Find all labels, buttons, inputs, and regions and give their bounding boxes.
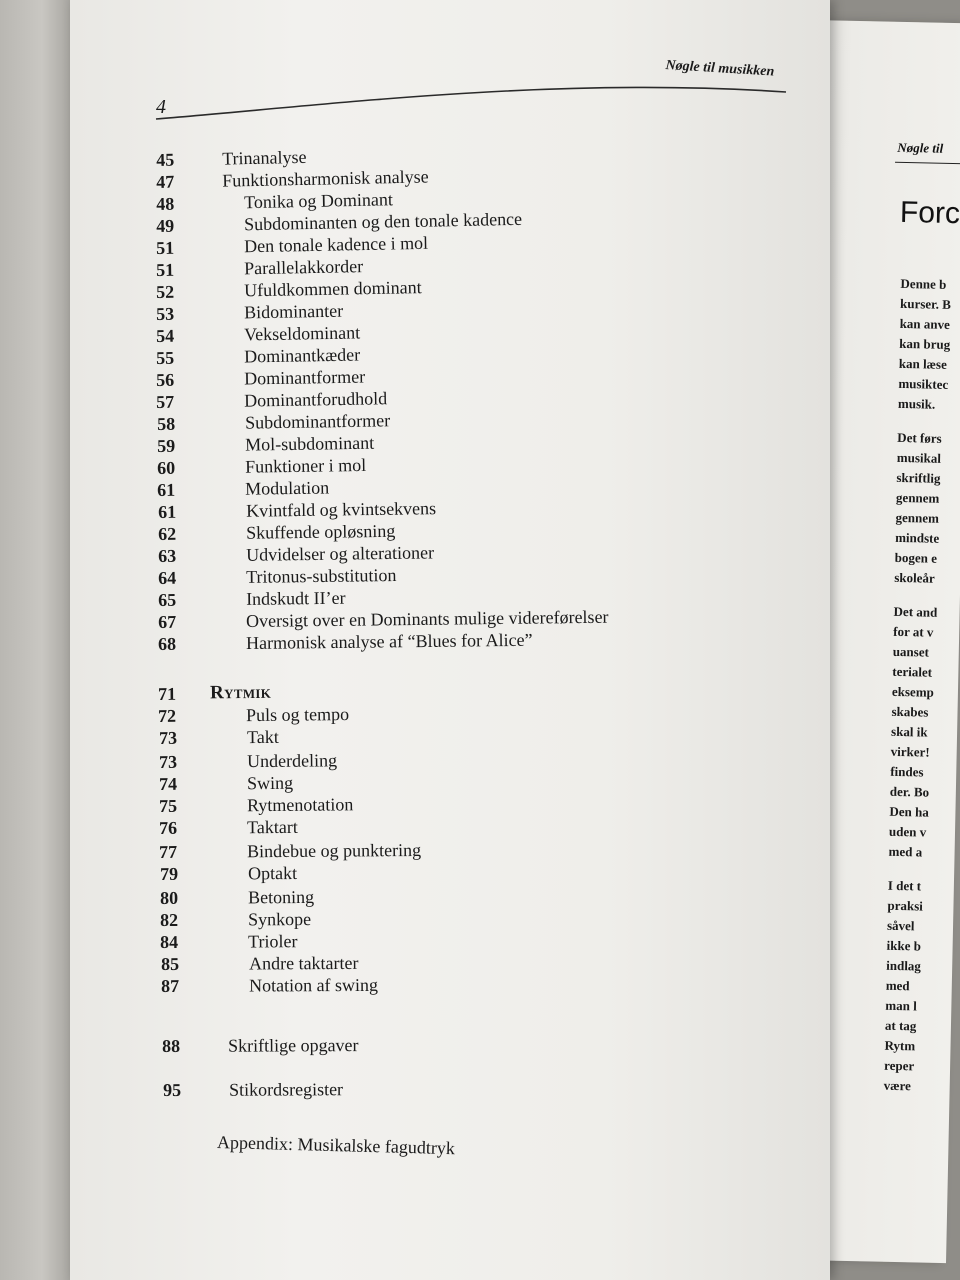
right-paragraph-line: virker!: [890, 743, 930, 760]
right-paragraph-line: skoleår: [894, 569, 935, 586]
toc-page-number: 79: [160, 863, 179, 884]
toc-title: Tonika og Dominant: [243, 189, 394, 213]
toc-page-number: 59: [157, 435, 176, 456]
toc-page-number: 58: [157, 413, 176, 434]
toc-title: Vekseldominant: [243, 322, 361, 345]
right-paragraph-line: skriftlig: [896, 469, 941, 486]
toc-page-number: 57: [156, 391, 175, 412]
toc-title: Bindebue og punktering: [246, 839, 422, 862]
right-paragraph: [894, 428, 960, 589]
appendix-line: Appendix: Musikalske fagudtryk: [216, 1132, 456, 1159]
toc-title: Dominantforudhold: [243, 388, 388, 411]
toc-title: Dominantkæder: [243, 344, 361, 367]
toc-title: Tritonus-substitution: [245, 564, 397, 587]
toc-page-number: 63: [158, 545, 177, 566]
toc-page-number: 71: [158, 683, 177, 704]
toc-title: Andre taktarter: [248, 952, 359, 974]
toc-title: Notation af swing: [248, 974, 379, 996]
toc-title: Rytmik: [209, 681, 272, 704]
toc-title: Indskudt II’er: [245, 587, 346, 609]
right-paragraph-line: musiktec: [898, 375, 949, 392]
toc-page-number: 95: [163, 1079, 182, 1100]
right-paragraph: [898, 274, 960, 415]
right-paragraph-line: være: [883, 1077, 912, 1094]
right-paragraph-line: gennem: [895, 489, 940, 506]
right-paragraph-line: Den ha: [889, 803, 929, 820]
right-paragraph-line: findes: [890, 763, 924, 780]
toc-title: Puls og tempo: [245, 703, 350, 726]
right-paragraph-line: ikke b: [886, 937, 922, 954]
toc-title: Bidominanter: [243, 300, 344, 323]
right-paragraph-line: Det førs: [897, 429, 942, 446]
running-head: Nøgle til musikken: [665, 58, 775, 80]
right-paragraph-line: skabes: [891, 703, 929, 720]
right-paragraph-line: terialet: [892, 663, 933, 680]
right-paragraph-line: såvel: [886, 917, 915, 934]
toc-page-number: 76: [159, 817, 178, 838]
right-paragraph-line: eksemp: [891, 683, 934, 700]
toc-title: Funktionsharmonisk analyse: [221, 166, 429, 191]
toc-title: Betoning: [247, 886, 315, 908]
toc-title: Swing: [246, 772, 294, 794]
toc-page-number: 51: [156, 259, 175, 280]
right-paragraph-line: praksi: [887, 897, 924, 914]
right-paragraph-line: bogen e: [894, 549, 938, 566]
toc-title: Taktart: [246, 816, 298, 838]
toc-page-number: 61: [157, 479, 176, 500]
toc-title: Ufuldkommen dominant: [243, 277, 422, 301]
toc-page-number: 85: [161, 953, 180, 974]
right-paragraph-line: I det t: [887, 877, 922, 894]
toc-page-number: 80: [160, 887, 179, 908]
toc-page-number: 61: [158, 501, 177, 522]
toc-title: Udvidelser og alterationer: [245, 542, 435, 565]
toc-title: Stikordsregister: [228, 1079, 344, 1100]
right-paragraph-line: der. Bo: [889, 783, 930, 800]
right-paragraph-line: kan anve: [899, 315, 951, 332]
toc-title: Subdominantformer: [244, 410, 391, 433]
right-paragraph-line: med a: [888, 843, 923, 860]
toc-title: Mol-subdominant: [244, 432, 375, 455]
toc-page-number: 65: [158, 589, 177, 610]
left-page: [70, 0, 830, 1280]
toc-title: Dominantformer: [243, 366, 366, 389]
toc-page-number: 49: [156, 215, 175, 236]
toc-title: Harmonisk analyse af “Blues for Alice”: [245, 629, 533, 654]
right-paragraph-line: reper: [883, 1057, 915, 1074]
right-paragraph-line: musikal: [896, 449, 942, 466]
toc-page-number: 74: [159, 773, 178, 794]
right-running-head: Nøgle til: [897, 139, 944, 156]
right-paragraph-line: uden v: [888, 823, 927, 840]
toc-title: Subdominanten og den tonale kadence: [243, 208, 523, 235]
right-paragraph: [883, 876, 958, 1097]
toc-title: Den tonale kadence i mol: [243, 232, 429, 257]
right-header-rule: [895, 162, 960, 165]
right-paragraph-line: kan brug: [899, 335, 951, 352]
toc-page-number: 47: [156, 171, 175, 192]
toc-page-number: 84: [160, 931, 179, 952]
toc-page-number: 64: [158, 567, 177, 588]
toc-page-number: 62: [158, 523, 177, 544]
right-paragraph-line: man l: [885, 997, 917, 1014]
toc-page-number: 54: [156, 325, 175, 346]
toc-page-number: 53: [156, 303, 175, 324]
right-paragraph-line: med: [885, 977, 910, 994]
right-paragraph-line: skal ik: [890, 723, 928, 740]
toc-title: Parallelakkorder: [243, 256, 364, 279]
right-paragraph-line: for at v: [893, 623, 934, 640]
right-paragraph-line: uanset: [892, 643, 930, 660]
right-paragraph-line: musik.: [897, 395, 936, 412]
toc-title: Rytmenotation: [246, 794, 354, 816]
right-paragraph-line: at tag: [884, 1017, 917, 1034]
toc-title: Modulation: [244, 477, 330, 499]
toc-title: Trinanalyse: [221, 146, 307, 169]
toc-page-number: 73: [159, 751, 178, 772]
right-paragraph-line: indlag: [886, 957, 922, 974]
toc-page-number: 72: [158, 705, 177, 726]
toc-page-number: 82: [160, 909, 179, 930]
right-paragraph-line: kurser. B: [899, 295, 952, 312]
toc-page-number: 52: [156, 281, 175, 302]
toc-page-number: 77: [159, 841, 178, 862]
toc-page-number: 88: [162, 1035, 181, 1056]
toc-page-number: 60: [157, 457, 176, 478]
toc-title: Skriftlige opgaver: [227, 1035, 359, 1056]
toc-title: Kvintfald og kvintsekvens: [245, 498, 437, 521]
toc-page-number: 75: [159, 795, 178, 816]
right-paragraph-line: mindste: [895, 529, 940, 546]
toc-page-number: 87: [161, 975, 180, 996]
toc-page-number: 67: [158, 611, 177, 632]
right-page-heading: Forc: [899, 195, 960, 231]
toc-title: Oversigt over en Dominants mulige videreførelser: [245, 606, 609, 631]
right-paragraph-line: Denne b: [900, 275, 947, 292]
toc-page-number: 51: [156, 237, 175, 258]
toc-title: Takt: [246, 726, 279, 748]
toc-page-number: 45: [156, 149, 175, 170]
toc-page-number: 68: [158, 633, 177, 654]
right-paragraph-line: gennem: [895, 509, 940, 526]
right-paragraph-line: Rytm: [884, 1037, 916, 1054]
toc-title: Skuffende opløsning: [245, 520, 396, 543]
toc-page-number: 48: [156, 193, 175, 214]
toc-title: Underdeling: [246, 750, 338, 772]
toc-page-number: 55: [156, 347, 175, 368]
page-number: 4: [156, 96, 166, 118]
toc-title: Optakt: [247, 862, 298, 884]
toc-page-number: 73: [159, 727, 178, 748]
right-paragraph: [888, 602, 960, 863]
toc-title: Funktioner i mol: [244, 454, 367, 477]
toc-title: Synkope: [247, 909, 312, 930]
right-page-body: [883, 274, 960, 1111]
right-paragraph-line: Det and: [893, 603, 938, 620]
toc-title: Trioler: [247, 931, 298, 952]
page-stack-edge: [0, 0, 70, 1280]
toc-page-number: 56: [156, 369, 175, 390]
right-paragraph-line: kan læse: [898, 355, 948, 372]
